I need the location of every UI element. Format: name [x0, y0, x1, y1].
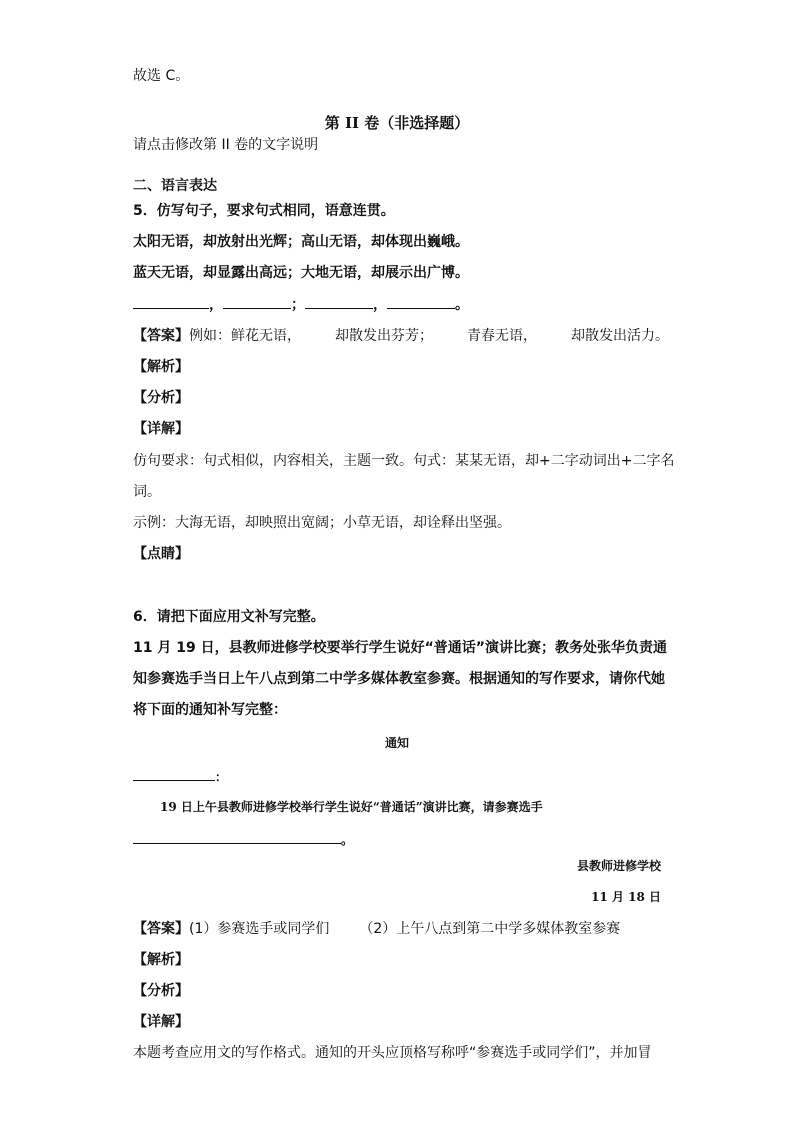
q5-analysis-tag: 【解析】 [133, 359, 189, 375]
q5-detail-line2: 词。 [133, 484, 161, 500]
q5-fenxi-tag: 【分析】 [133, 390, 189, 406]
answer-tag: 【答案】 [133, 921, 189, 937]
separator: ， [209, 297, 223, 313]
notice-signature: 县教师进修学校 [576, 859, 661, 873]
notice-body: 19 日上午县教师进修学校举行学生说好“普通话”演讲比赛，请参赛选手 [160, 800, 543, 814]
separator: ， [373, 297, 387, 313]
answer-text: （2）上午八点到第二中学多媒体教室参赛 [359, 921, 621, 937]
q5-comment-tag: 【点睛】 [133, 546, 189, 562]
q6-para1: 11 月 19 日，县教师进修学校要举行学生说好“普通话”演讲比赛；教务处张华负责通 [133, 640, 667, 656]
answer-tag: 【答案】 [133, 328, 189, 344]
blank-4[interactable] [387, 294, 455, 309]
q5-line1: 太阳无语，却放射出光辉；高山无语，却体现出巍峨。 [133, 234, 469, 250]
q4-conclusion: 故选 C。 [133, 68, 190, 84]
q5-detail-tag: 【详解】 [133, 421, 189, 437]
q5-detail-line1: 仿句要求：句式相似，内容相关，主题一致。句式：某某无语，却+二字动词出+二字名 [133, 453, 675, 469]
body-blank[interactable] [133, 829, 341, 844]
notice-title: 通知 [384, 736, 409, 750]
q6-detail-tag: 【详解】 [133, 1014, 189, 1030]
answer-text: 却散发出活力。 [571, 328, 669, 344]
separator: 。 [455, 297, 469, 313]
separator: ； [291, 297, 305, 313]
q6-analysis-tag: 【解析】 [133, 952, 189, 968]
blank-2[interactable] [223, 294, 291, 309]
q6-para2: 知参赛选手当日上午八点到第二中学多媒体教室参赛。根据通知的写作要求，请你代她 [133, 671, 665, 687]
notice-body-end [133, 829, 353, 850]
q6-fenxi-tag: 【分析】 [133, 983, 189, 999]
answer-text: 例如：鲜花无语， [189, 328, 301, 344]
part2-heading: 二、语言表达 [133, 178, 217, 194]
section2-title: 第 II 卷（非选择题） [324, 114, 470, 132]
colon: ： [215, 770, 228, 784]
notice-date: 11 月 18 日 [591, 890, 661, 904]
q5-stem: 5．仿写句子，要求句式相同，语意连贯。 [133, 203, 395, 219]
period: 。 [341, 833, 354, 847]
q5-blank-line [133, 294, 469, 315]
q5-line2: 蓝天无语，却显露出高远；大地无语，却展示出广博。 [133, 265, 469, 281]
q6-stem: 6．请把下面应用文补写完整。 [133, 609, 325, 625]
q5-example: 示例：大海无语，却映照出宽阔；小草无语，却诠释出坚强。 [133, 515, 511, 531]
q6-para3: 将下面的通知补写完整： [133, 702, 287, 718]
blank-1[interactable] [133, 294, 209, 309]
q6-answer [133, 919, 620, 939]
q6-detail-line1: 本题考查应用文的写作格式。通知的开头应顶格写称呼“参赛选手或同学们”，并加冒 [133, 1045, 652, 1061]
answer-text: 青春无语， [467, 328, 537, 344]
blank-3[interactable] [305, 294, 373, 309]
answer-text: (1）参赛选手或同学们 [189, 921, 330, 937]
section2-subtitle: 请点击修改第 II 卷的文字说明 [133, 137, 319, 153]
answer-text: 却散发出芬芳； [335, 328, 433, 344]
q5-answer [133, 326, 669, 346]
salutation-blank[interactable] [133, 766, 215, 781]
notice-salutation [133, 766, 227, 787]
